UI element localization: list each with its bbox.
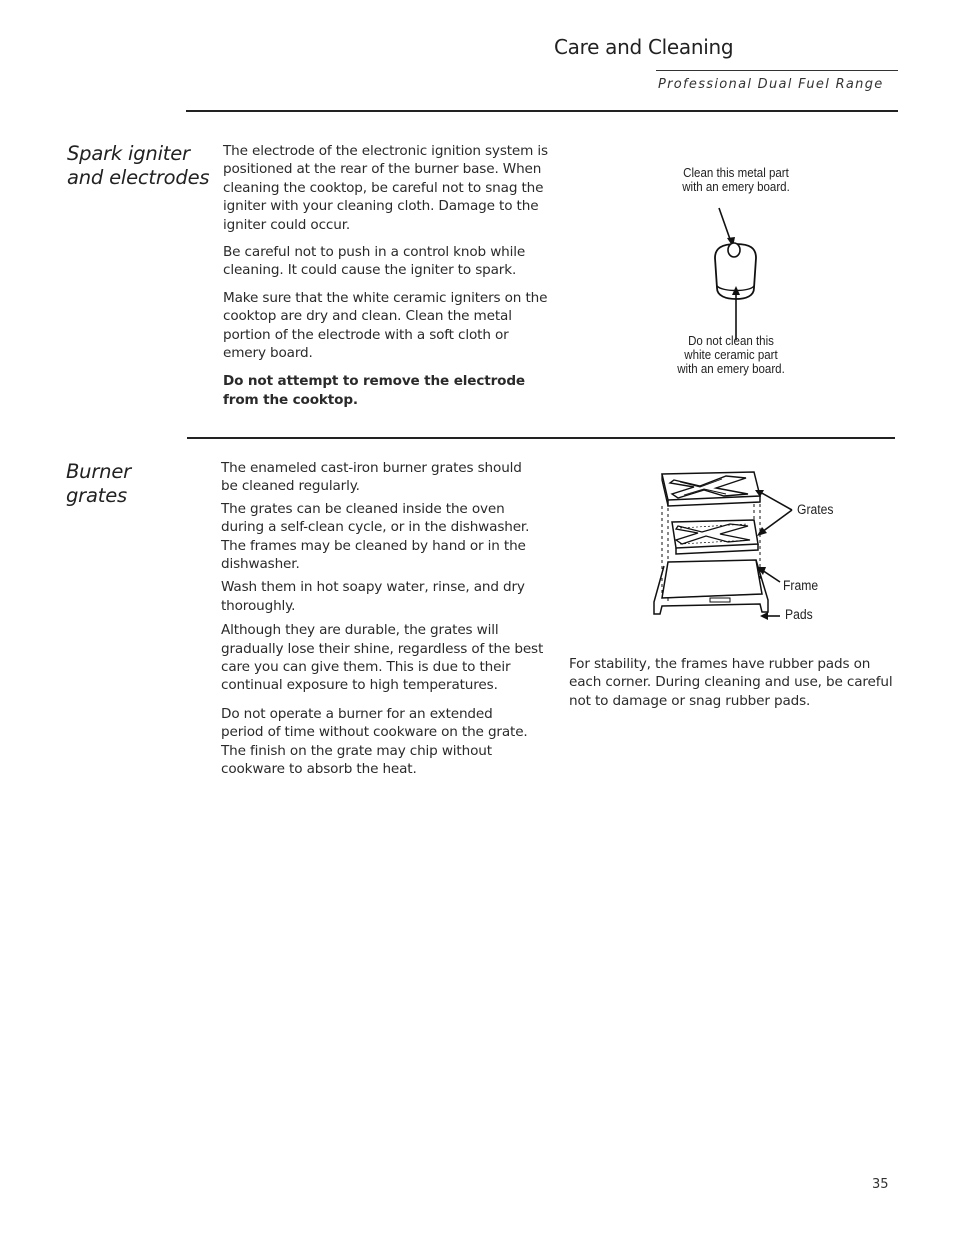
section-divider-spark-igniter	[186, 110, 898, 112]
igniter-caption-top: Clean this metal part with an emery board.	[682, 165, 790, 194]
section-title-spark-igniter	[67, 142, 209, 190]
label-frame: Frame	[783, 578, 819, 593]
paragraph: The enameled cast-iron burner grates should be cleaned regularly.	[221, 460, 522, 495]
section-title-line: and electrodes	[67, 166, 210, 189]
paragraph: Make sure that the white ceramic igniters on the cooktop are dry and clean. Clean the metal portion of the electrode with a soft cloth or emery board.	[223, 289, 548, 362]
grate-frame	[654, 560, 768, 614]
igniter-illustration	[700, 200, 780, 310]
paragraph: The electrode of the electronic ignition system is positioned at the rear of the burner base. When cleaning the cooktop, be careful not to snag the igniter with your cleaning cloth. Damage to the igniter could occur.	[223, 143, 548, 233]
top-grate	[662, 472, 760, 506]
label-pads: Pads	[785, 607, 813, 622]
spark-igniter-body	[223, 142, 548, 418]
burner-grates-body	[221, 459, 551, 788]
warning-paragraph: Do not attempt to remove the electrode from the cooktop.	[223, 373, 526, 408]
paragraph: Do not operate a burner for an extended period of time without cookware on the grate. The finish on the grate may chip without cookware to absorb the heat.	[221, 705, 528, 778]
section-title-line: Spark igniter	[67, 142, 190, 165]
label-grates: Grates	[797, 502, 834, 517]
paragraph: Although they are durable, the grates will gradually lose their shine, regardless of the best care you can give them. This is due to their continual exposure to high temperatures.	[221, 622, 544, 694]
paragraph: The grates can be cleaned inside the oven during a self-clean cycle, or in the dishwasher. The frames may be cleaned by hand or in the dishwasher.	[221, 500, 530, 573]
page-header-title: Care and Cleaning	[554, 35, 734, 59]
burner-grates-illustration	[650, 466, 850, 626]
section-title-line: grates	[66, 484, 127, 507]
section-title-burner-grates	[66, 460, 131, 508]
igniter-caption-bottom: Do not clean this white ceramic part with an emery board.	[677, 333, 785, 376]
paragraph: Be careful not to push in a control knob while cleaning. It could cause the igniter to spark.	[223, 244, 526, 279]
lower-grate	[672, 520, 758, 554]
section-divider-burner-grates	[187, 437, 895, 439]
page-header-subtitle: Professional Dual Fuel Range	[658, 77, 884, 92]
stability-note: For stability, the frames have rubber pads on each corner. During cleaning and use, be careful not to damage or snag rubber pads.	[569, 656, 893, 709]
page-number: 35	[872, 1177, 889, 1192]
section-title-line: Burner	[66, 460, 131, 483]
header-divider	[656, 70, 898, 71]
paragraph: Wash them in hot soapy water, rinse, and dry thoroughly.	[221, 579, 525, 614]
